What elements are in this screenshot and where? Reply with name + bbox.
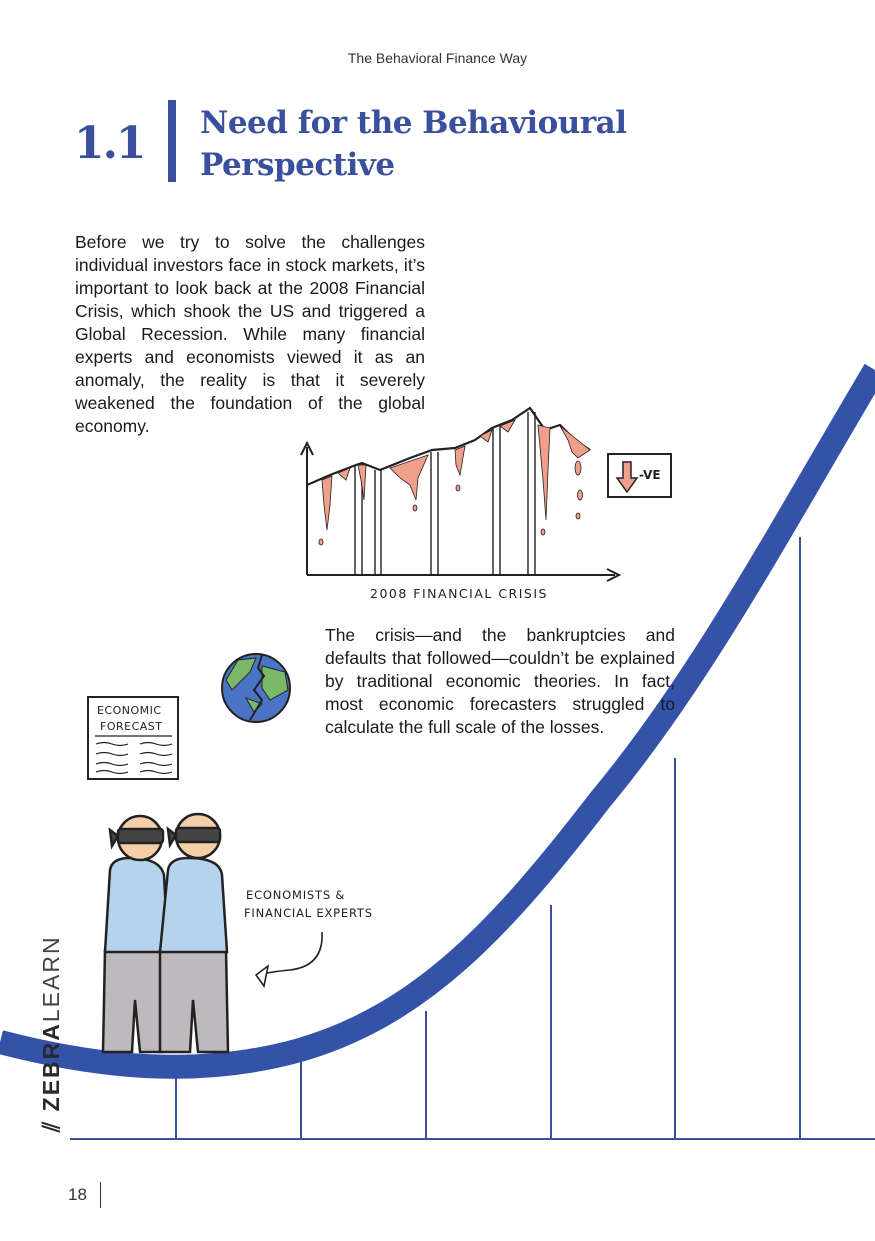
economic-forecast-paper: [88, 697, 178, 779]
pointer-arrow-icon: [260, 932, 322, 975]
running-header: The Behavioral Finance Way: [347, 50, 528, 66]
page-number: 18: [68, 1185, 87, 1204]
body-paragraph-1: Before we try to solve the challenges individual investors face in stock markets, it’s important to look back at the 2008 Financial Crisis, which shook the US and triggered a Global Recession. While many financial experts and economists viewed it as an anomaly, the reality is that it severely weakened the foundation of the global economy.: [75, 232, 425, 436]
chart-drips: [319, 420, 590, 545]
blindfolded-experts: [103, 814, 228, 1052]
brand-light: LEARN: [38, 935, 64, 1023]
section-number: 1.1: [74, 118, 145, 169]
negative-indicator: [608, 454, 671, 497]
newspaper-title-line2: FORECAST: [100, 720, 163, 733]
brand-logo: [38, 935, 65, 1132]
negative-label: -VE: [639, 468, 661, 482]
newspaper-title-line1: ECONOMIC: [97, 704, 162, 717]
section-title-line2: Perspective: [200, 147, 395, 183]
section-title-line1: Need for the Behavioural: [200, 105, 627, 141]
page-number-divider: [100, 1182, 101, 1208]
zebra-stripes-icon: ⫽: [38, 1111, 64, 1132]
cracked-globe-icon: [222, 654, 290, 722]
experts-label-line1: ECONOMISTS &: [246, 888, 346, 902]
chart-caption: 2008 FINANCIAL CRISIS: [370, 586, 548, 601]
body-paragraph-2: The crisis—and the bankruptcies and defaults that followed—couldn’t be explained by traditional economic theories. In fact, most economic forecasters struggled to calculate the full scale of the losses.: [325, 625, 675, 737]
experts-label-line2: FINANCIAL EXPERTS: [244, 906, 373, 920]
brand-bold: ZEBRA: [38, 1022, 64, 1112]
